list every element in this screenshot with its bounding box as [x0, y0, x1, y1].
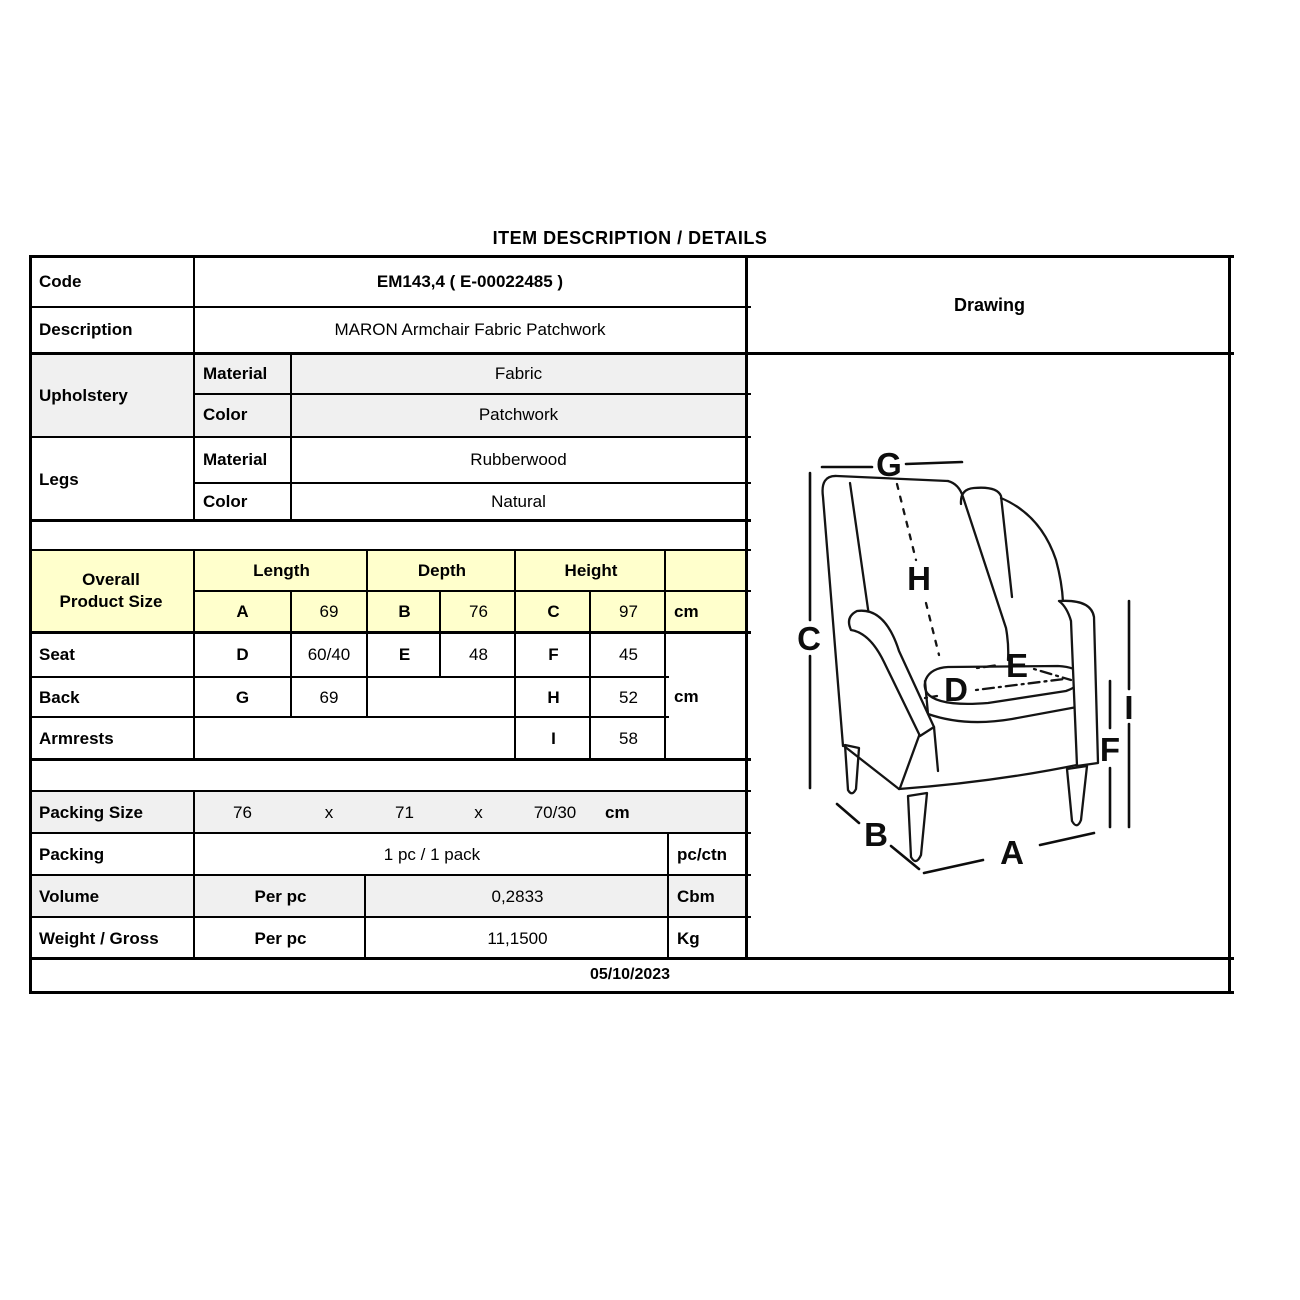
upholstery-color-label: Color	[203, 405, 248, 425]
dim-a-value: 69	[319, 602, 339, 622]
dim-i-key: I	[551, 729, 556, 749]
grid-line	[29, 436, 751, 438]
grid-line	[193, 790, 195, 959]
grid-line	[29, 716, 669, 718]
grid-line	[193, 258, 195, 521]
legs-color-label: Color	[203, 491, 248, 511]
dim-g-key: G	[235, 687, 250, 707]
dim-b-value: 76	[469, 602, 488, 622]
grid-line	[29, 519, 751, 522]
length-header: Length	[253, 560, 310, 580]
grid-line	[29, 991, 1234, 994]
description-value: MARON Armchair Fabric Patchwork	[334, 319, 606, 339]
seat-label: Seat	[39, 644, 75, 664]
packing-size-v3: 70/30	[533, 802, 577, 822]
grid-line	[366, 549, 368, 718]
grid-line	[589, 590, 591, 760]
dim-label-i: I	[1124, 689, 1134, 726]
packing-value: 1 pc / 1 pack	[383, 845, 481, 865]
page-title: ITEM DESCRIPTION / DETAILS	[492, 227, 768, 248]
dim-b-key: B	[398, 602, 411, 622]
grid-line	[29, 676, 669, 678]
grid-line	[29, 255, 32, 994]
grid-line	[290, 353, 292, 521]
volume-unit: Cbm	[677, 887, 715, 907]
code-label: Code	[39, 272, 82, 292]
grid-line	[29, 916, 751, 918]
packing-size-v2: 71	[395, 802, 414, 822]
upholstery-material-value: Fabric	[494, 364, 543, 384]
grid-line	[29, 352, 1234, 355]
packing-size-x1: x	[324, 802, 334, 822]
grid-line	[195, 590, 751, 592]
dim-label-f: F	[1099, 731, 1121, 768]
grid-line	[1228, 255, 1231, 994]
weight-label: Weight / Gross	[39, 928, 159, 948]
grid-line	[745, 255, 748, 957]
dim-e-key: E	[398, 644, 411, 664]
code-value: EM143,4 ( E-00022485 )	[376, 272, 564, 292]
armrests-label: Armrests	[39, 729, 114, 749]
overall-unit: cm	[674, 602, 699, 622]
armchair-drawing	[748, 355, 1231, 961]
grid-line	[195, 393, 751, 395]
legs-material-value: Rubberwood	[470, 450, 567, 470]
packing-size-v1: 76	[233, 802, 252, 822]
grid-line	[664, 549, 666, 760]
body-unit: cm	[674, 686, 699, 706]
grid-line	[514, 549, 516, 760]
dim-label-a: A	[1000, 834, 1024, 871]
grid-line	[29, 631, 751, 634]
dim-f-key: F	[548, 644, 559, 664]
description-label: Description	[39, 319, 133, 339]
height-header: Height	[564, 560, 618, 580]
dim-a-key: A	[236, 602, 249, 622]
grid-line	[439, 590, 441, 678]
grid-line	[29, 549, 751, 551]
dim-g-value: 69	[319, 687, 339, 707]
packing-label: Packing	[39, 845, 105, 865]
dim-c-value: 97	[619, 602, 638, 622]
dim-label-g: G	[876, 446, 902, 483]
grid-line	[29, 790, 751, 792]
packing-size-unit: cm	[605, 802, 630, 822]
weight-value: 11,1500	[487, 928, 548, 948]
grid-line	[29, 957, 1234, 960]
grid-line	[290, 590, 292, 718]
packing-unit: pc/ctn	[677, 845, 728, 865]
grid-line	[29, 758, 751, 761]
volume-label: Volume	[39, 887, 100, 907]
dim-label-c: C	[797, 620, 821, 657]
dim-c-key: C	[547, 602, 560, 622]
packing-size-x2: x	[474, 802, 483, 822]
upholstery-color-value: Patchwork	[478, 405, 559, 425]
grid-line	[29, 255, 1234, 258]
legs-label: Legs	[39, 469, 79, 489]
depth-header: Depth	[417, 560, 467, 580]
grid-line	[29, 306, 751, 308]
grid-line	[29, 832, 751, 834]
volume-value: 0,2833	[491, 887, 544, 907]
drawing-panel-title: Drawing	[953, 294, 1025, 315]
dim-label-d: D	[944, 671, 968, 708]
dim-d-value: 60/40	[307, 644, 351, 664]
upholstery-material-label: Material	[203, 364, 268, 384]
dim-label-e: E	[1005, 647, 1029, 684]
grid-line	[667, 832, 669, 959]
overall-product-size-label: Overall Product Size	[59, 570, 163, 611]
legs-material-label: Material	[203, 450, 268, 470]
dim-h-key: H	[547, 687, 560, 707]
upholstery-label: Upholstery	[39, 386, 128, 406]
packing-size-label: Packing Size	[39, 802, 143, 822]
grid-line	[193, 549, 195, 760]
grid-line	[195, 482, 751, 484]
volume-per: Per pc	[254, 887, 307, 907]
dim-h-value: 52	[619, 687, 638, 707]
weight-per: Per pc	[254, 928, 307, 948]
grid-line	[364, 874, 366, 959]
grid-line	[29, 874, 751, 876]
dim-d-key: D	[236, 644, 249, 664]
dim-e-value: 48	[469, 644, 488, 664]
date-stamp: 05/10/2023	[589, 965, 671, 983]
dim-label-b: B	[864, 816, 888, 853]
dim-f-value: 45	[619, 644, 638, 664]
legs-color-value: Natural	[491, 491, 546, 511]
back-label: Back	[39, 687, 80, 707]
dim-label-h: H	[907, 560, 931, 597]
dim-i-value: 58	[619, 729, 638, 749]
weight-unit: Kg	[677, 928, 700, 948]
